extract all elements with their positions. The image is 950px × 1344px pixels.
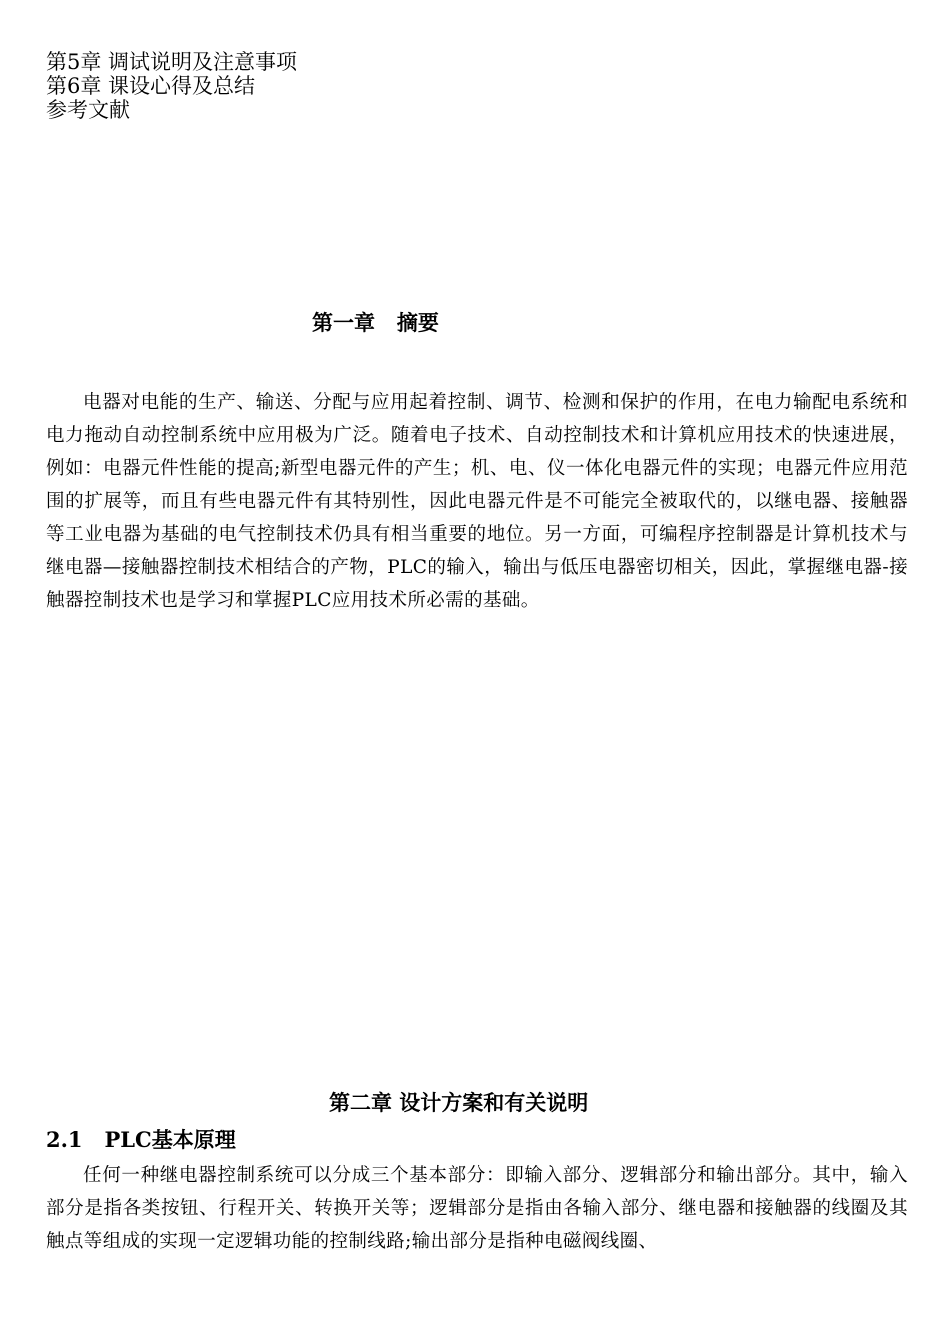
toc-item-references: 参考文献 [46,98,130,122]
chapter-2-title: 第二章 设计方案和有关说明 [329,1090,589,1115]
toc-item-chapter-5: 第5章 调试说明及注意事项 [46,50,298,74]
section-2-1-paragraph: 任何一种继电器控制系统可以分成三个基本部分：即输入部分、逻辑部分和输出部分。其中，输入部分是指各类按钮、行程开关、转换开关等；逻辑部分是指由各输入部分、继电器和接触器的线圈及其触点等组成的实现一定逻辑功能的控制线路;输出部分是指种电磁阀线圈、 [46,1165,908,1252]
section-2-1-heading: 2.1 PLC基本原理 [46,1127,236,1152]
chapter-1-abstract-paragraph: 电器对电能的生产、输送、分配与应用起着控制、调节、检测和保护的作用，在电力输配电系统和电力拖动自动控制系统中应用极为广泛。随着电子技术、自动控制技术和计算机应用技术的快速进展，例如：电器元件性能的提高;新型电器元件的产生；机、电、仪一体化电器元件的实现；电器元件应用范围的扩展等，而且有些电器元件有其特别性，因此电器元件是不可能完全被取代的，以继电器、接触器等工业电器为基础的电气控制技术仍具有相当重要的地位。另一方面，可编程序控制器是计算机技术与继电器—接触器控制技术相结合的产物，PLC的输入，输出与低压电器密切相关，因此，掌握继电器-接触器控制技术也是学习和掌握PLC应用技术所必需的基础。 [46,392,908,611]
chapter-1-title: 第一章 摘要 [312,310,439,335]
toc-item-chapter-6: 第6章 课设心得及总结 [46,74,256,98]
